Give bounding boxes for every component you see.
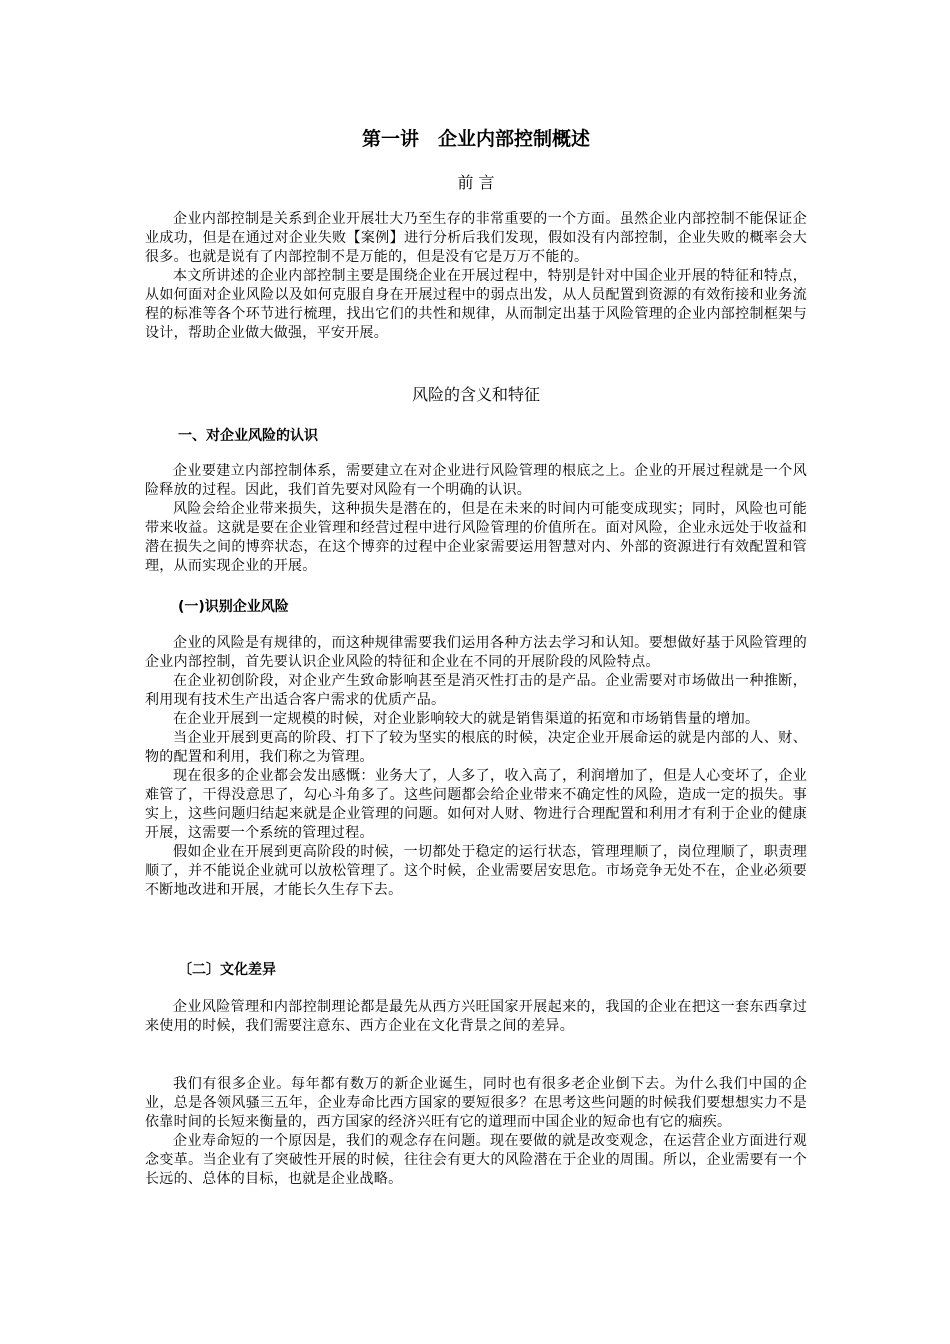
paragraph: 企业风险管理和内部控制理论都是最先从西方兴旺国家开展起来的，我国的企业在把这一套东西拿过来使用的时候，我们需要注意东、西方企业在文化背景之间的差异。 [145, 999, 807, 1034]
paragraph: 企业内部控制是关系到企业开展壮大乃至生存的非常重要的一个方面。虽然企业内部控制不能保证企业成功，但是在通过对企业失败【案例】进行分析后我们发现，假如没有内部控制，企业失败的概率会大很多。也就是说有了内部控制不是万能的，但是没有它是万万不能的。 [145, 211, 807, 265]
paragraph: 企业要建立内部控制体系，需要建立在对企业进行风险管理的根底之上。企业的开展过程就是一个风险释放的过程。因此，我们首先要对风险有一个明确的认识。 [145, 463, 807, 498]
paragraph: 企业的风险是有规律的，而这种规律需要我们运用各种方法去学习和认知。要想做好基于风险管理的企业内部控制，首先要认识企业风险的特征和企业在不同的开展阶段的风险特点。 [145, 635, 807, 670]
paragraph: 当企业开展到更高的阶段、打下了较为坚实的根底的时候，决定企业开展命运的就是内部的人、财、物的配置和利用，我们称之为管理。 [145, 730, 807, 765]
subsection-body [145, 462, 807, 576]
closing-body [145, 1075, 807, 1189]
paragraph: 在企业初创阶段，对企业产生致命影响甚至是消灭性打击的是产品。企业需要对市场做出一种推断，利用现有技术生产出适合客户需求的优质产品。 [145, 673, 807, 708]
subsection-body [145, 998, 807, 1036]
paragraph: 现在很多的企业都会发出感慨：业务大了，人多了，收入高了，利润增加了，但是人心变坏了，企业难管了，干得没意思了，勾心斗角多了。这些问题都会给企业带来不确定性的风险，造成一定的损失。事实上，这些问题归结起来就是企业管理的问题。如何对人财、物进行合理配置和利用才有利于企业的健康开展，这需要一个系统的管理过程。 [145, 768, 807, 841]
preface-heading: 前 言 [457, 173, 495, 192]
paragraph: 风险会给企业带来损失，这种损失是潜在的，但是在未来的时间内可能变成现实；同时，风险也可能带来收益。这就是要在企业管理和经营过程中进行风险管理的价值所在。面对风险，企业永远处于收益和潜在损失之间的博弈状态，在这个博弈的过程中企业家需要运用智慧对内、外部的资源进行有效配置和管理，从而实现企业的开展。 [145, 501, 807, 574]
section-heading: 风险的含义和特征 [411, 385, 540, 404]
paragraph: 在企业开展到一定规模的时候，对企业影响较大的就是销售渠道的拓宽和市场销售量的增加。 [173, 711, 760, 727]
paragraph: 假如企业在开展到更高阶段的时候，一切都处于稳定的运行状态，管理理顺了，岗位理顺了，职责理顺了，并不能说企业就可以放松管理了。这个时候，企业需要居安思危。市场竞争无处不在，企业必须要不断地改进和开展，才能长久生存下去。 [145, 844, 807, 898]
subsection-heading: 一、对企业风险的认识 [178, 428, 318, 444]
subsection-body [145, 634, 807, 900]
document-title: 第一讲 企业内部控制概述 [361, 128, 590, 150]
paragraph: 企业寿命短的一个原因是，我们的观念存在问题。现在要做的就是改变观念，在运营企业方面进行观念变革。当企业有了突破性开展的时候，往往会有更大的风险潜在于企业的周围。所以，企业需要有一个长远的、总体的目标，也就是企业战略。 [145, 1133, 807, 1187]
preface-body [145, 210, 807, 343]
paragraph: 我们有很多企业。每年都有数万的新企业诞生，同时也有很多老企业倒下去。为什么我们中国的企业，总是各领风骚三五年，企业寿命比西方国家的要短很多？在思考这些问题的时候我们要想想实力不是依靠时间的长短来衡量的，西方国家的经济兴旺有它的道理而中国企业的短命也有它的痼疾。 [145, 1076, 807, 1130]
subsection-heading: (一)识别企业风险 [178, 599, 289, 615]
subsection-heading: 〔二〕文化差异 [178, 962, 276, 978]
paragraph: 本文所讲述的企业内部控制主要是围绕企业在开展过程中，特别是针对中国企业开展的特征和特点，从如何面对企业风险以及如何克服自身在开展过程中的弱点出发，从人员配置到资源的有效衔接和业务流程的标准等各个环节进行梳理，找出它们的共性和规律，从而制定出基于风险管理的企业内部控制框架与设计，帮助企业做大做强，平安开展。 [145, 268, 807, 341]
